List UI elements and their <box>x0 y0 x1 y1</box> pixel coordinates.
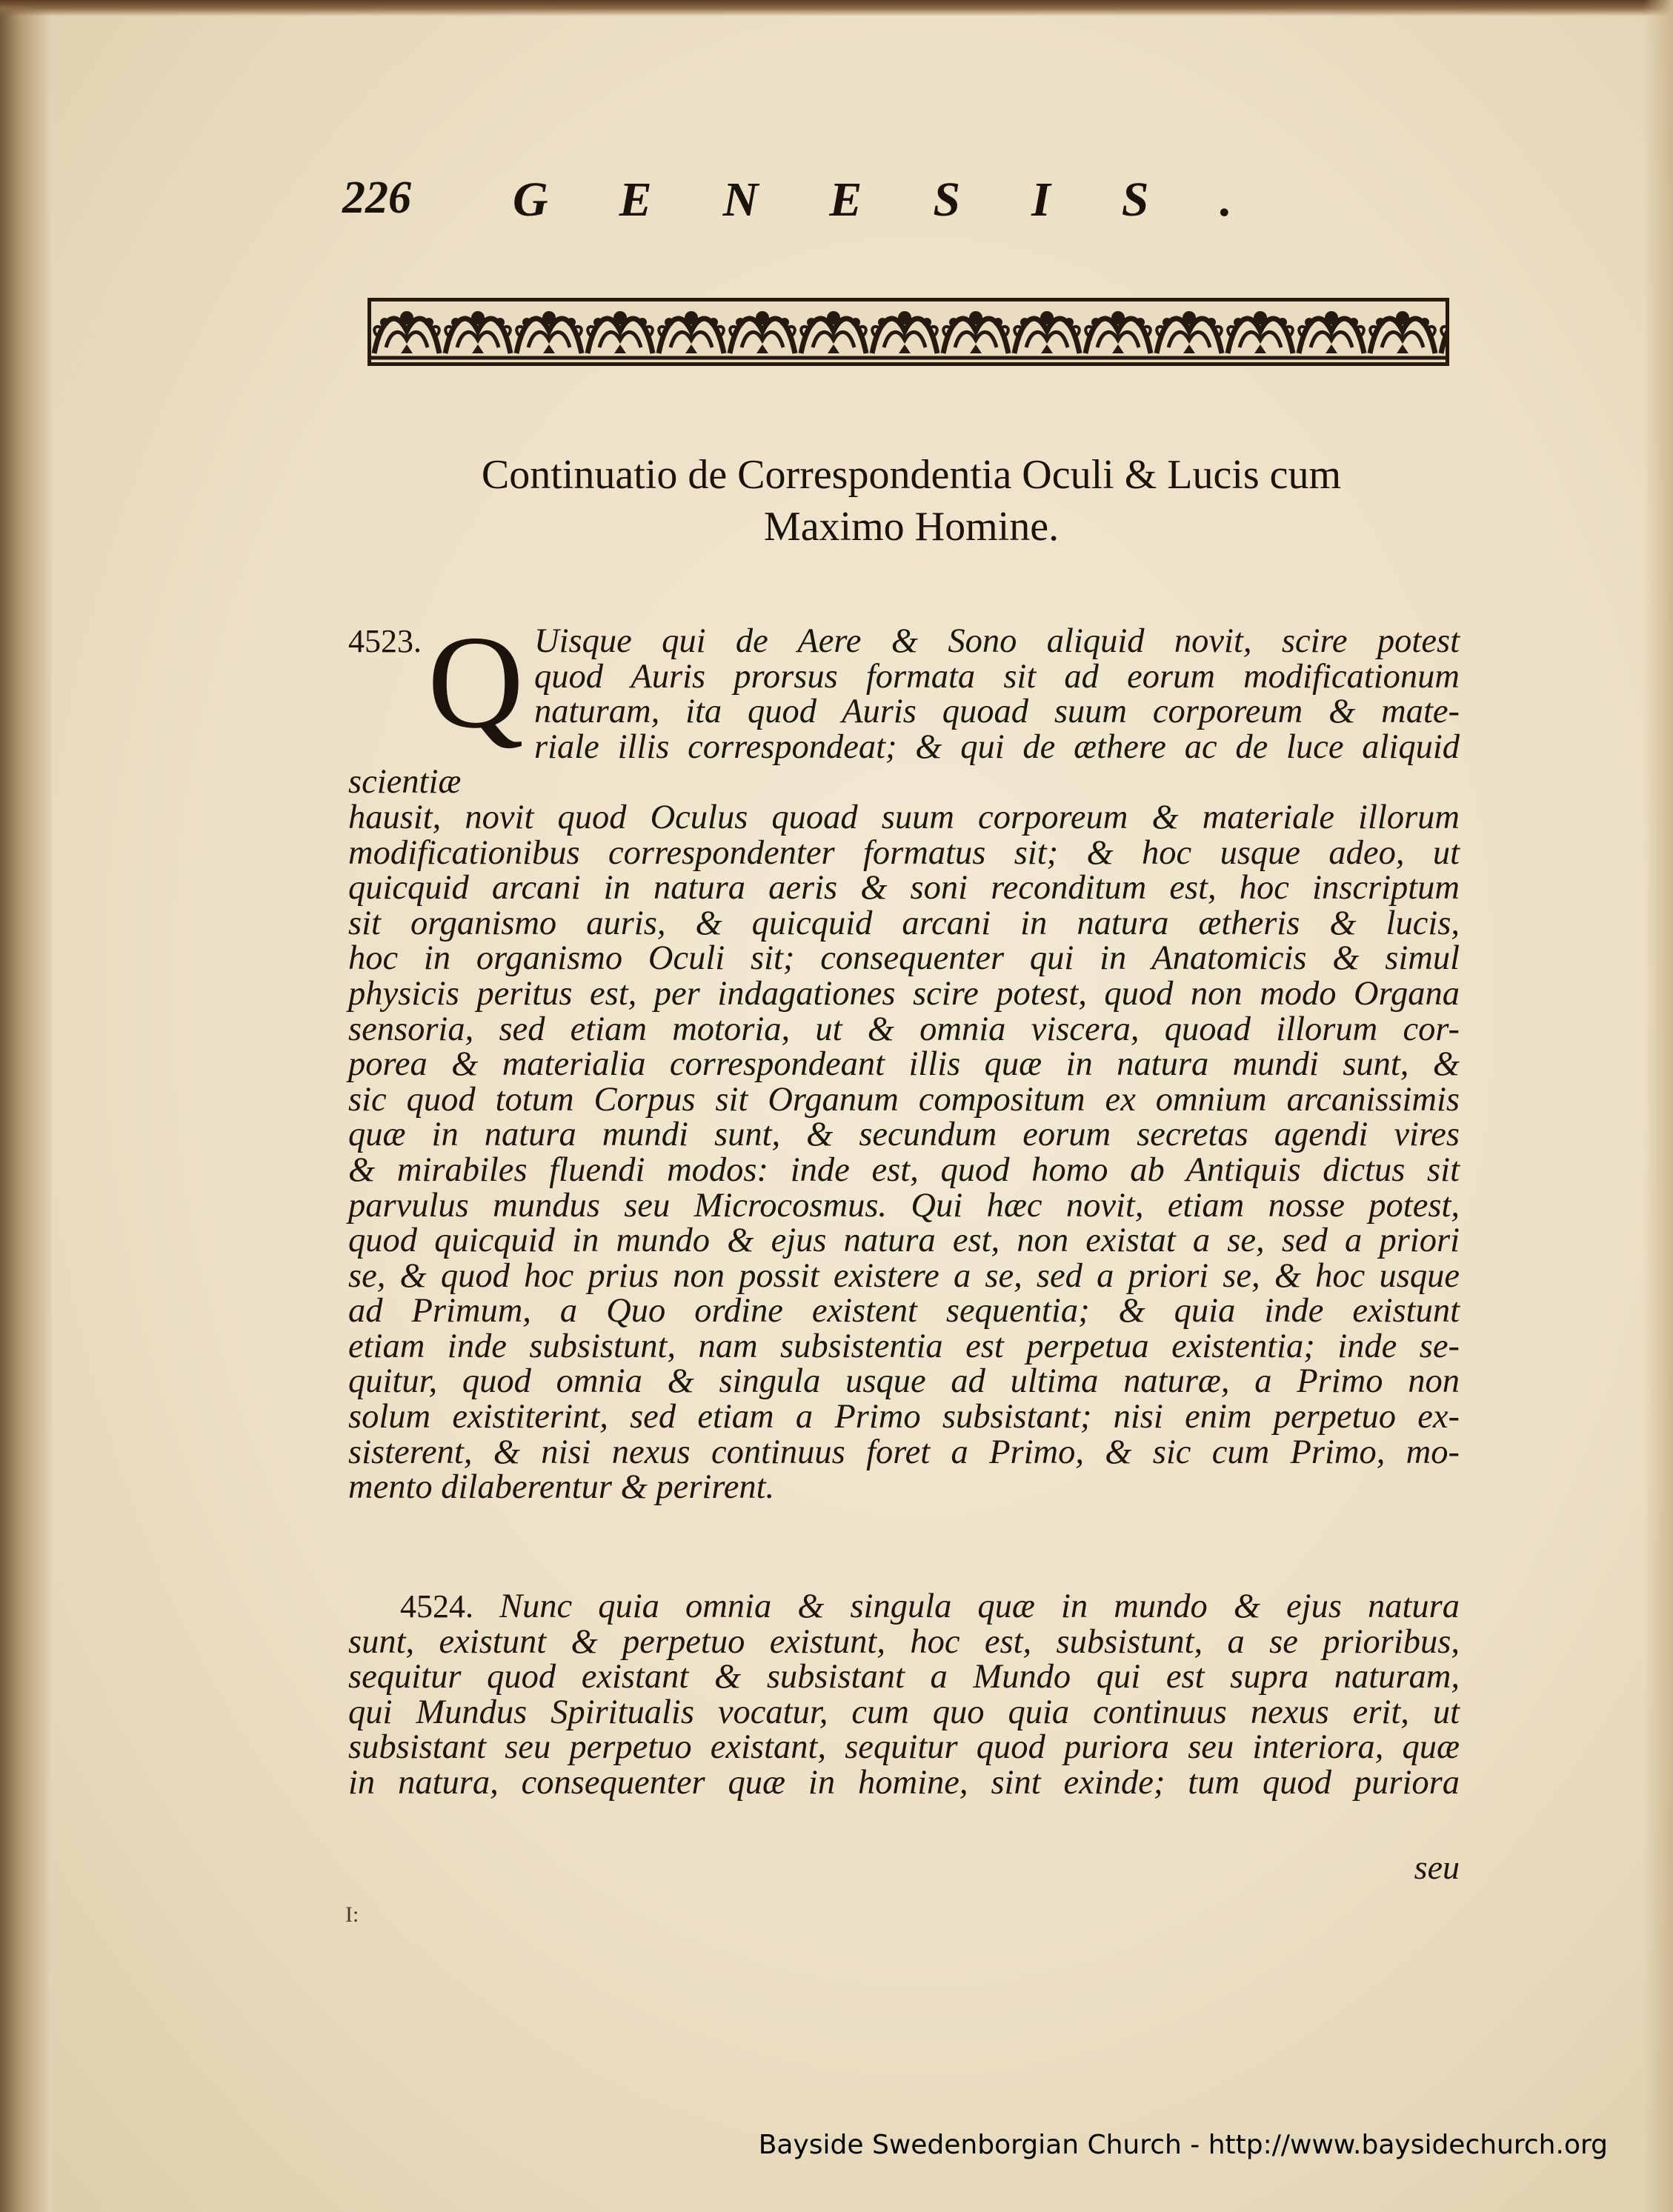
text-line: Uisque qui de Aere & Sono aliquid novit, scire potest <box>534 622 1460 660</box>
text-line: hoc in organismo Oculi sit; consequenter qui in Anatomicis & simul <box>348 939 1460 978</box>
section-title-line-1: Continuatio de Correspondentia Oculi & Lucis cum <box>481 452 1342 498</box>
text-line: sisterent, & nisi nexus continuus foret a Primo, & sic cum Primo, mo- <box>348 1433 1460 1471</box>
text-line: riale illis correspondeat; & qui de æthere ac de luce aliquid scientiæ <box>348 727 1460 802</box>
text-line: quæ in natura mundi sunt, & secundum eorum secretas agendi vires <box>348 1116 1460 1154</box>
paragraph-number-4523-wrap <box>348 624 422 659</box>
text-line: quod Auris prorsus formata sit ad eorum modificationum <box>534 657 1460 696</box>
text-line: physicis peritus est, per indagationes scire potest, quod non modo Organa <box>348 974 1460 1013</box>
paragraph-number: 4524. <box>400 1588 473 1625</box>
paragraph-4523 <box>348 608 1460 1507</box>
text-line: quod quicquid in mundo & ejus natura est, non existat a se, sed a priori <box>348 1222 1460 1260</box>
catchword: seu <box>1414 1848 1460 1886</box>
text-line: hausit, novit quod Oculus quoad suum corporeum & materiale illorum <box>348 798 1460 836</box>
text-line: naturam, ita quod Auris quoad suum corporeum & mate- <box>534 693 1460 731</box>
page-top-edge <box>0 0 1673 16</box>
text-line: sunt, existunt & perpetuo existunt, hoc est, subsistunt, a se prioribus, <box>348 1622 1460 1661</box>
text-line: in natura, consequenter quæ in homine, sint exinde; tum quod puriora <box>348 1763 1460 1802</box>
text-line: ad Primum, a Quo ordine existent sequentia; & quia inde existunt <box>348 1292 1460 1330</box>
text-line: subsistant seu perpetuo existant, sequitur quod puriora seu interiora, quæ <box>348 1728 1460 1767</box>
page-number: 226 <box>342 173 411 223</box>
stray-print-mark: I: <box>345 1902 359 1927</box>
text-line: quitur, quod omnia & singula usque ad ultima naturæ, a Primo non <box>348 1362 1460 1401</box>
text-line: & mirabiles fluendi modos: inde est, quod homo ab Antiquis dictus sit <box>348 1150 1460 1189</box>
text-line: sequitur quod existant & subsistant a Mundo qui est supra naturam, <box>348 1658 1460 1696</box>
drop-cap-letter: Q <box>428 608 524 756</box>
section-title-line-2: Maximo Homine. <box>763 504 1060 550</box>
text-line: quicquid arcani in natura aeris & soni reconditum est, hoc inscriptum <box>348 869 1460 907</box>
paragraph-number: 4523. <box>348 623 422 659</box>
page-right-edge <box>1643 0 1673 2212</box>
text-line: qui Mundus Spiritualis vocatur, cum quo quia continuus nexus erit, ut <box>348 1693 1460 1731</box>
text-line: sic quod totum Corpus sit Organum compositum ex omnium arcanissimis <box>348 1080 1460 1119</box>
text-line: Nunc quia omnia & singula quæ in mundo & ejus natura <box>499 1588 1460 1625</box>
text-line: sit organismo auris, & quicquid arcani in natura ætheris & lucis, <box>348 904 1460 942</box>
text-line: etiam inde subsistunt, nam subsistentia est perpetua existentia; inde se- <box>348 1327 1460 1365</box>
text-line: se, & quod hoc prius non possit existere a se, sed a priori se, & hoc usque <box>348 1256 1460 1295</box>
text-line: solum existiterint, sed etiam a Primo subsistant; nisi enim perpetuo ex- <box>348 1398 1460 1436</box>
page-gutter-shadow <box>0 0 52 2212</box>
page-header <box>342 172 1454 239</box>
decorative-headpiece-ornament <box>367 298 1449 366</box>
site-watermark: Bayside Swedenborgian Church - http://www.baysidechurch.org <box>758 2130 1608 2160</box>
section-title <box>326 449 1497 553</box>
text-line: modificationibus correspondenter formatus sit; & hoc usque adeo, ut <box>348 833 1460 872</box>
text-line: sensoria, sed etiam motoria, ut & omnia viscera, quoad illorum cor- <box>348 1010 1460 1048</box>
ornament-pattern-icon <box>371 302 1446 362</box>
text-line: porea & materialia correspondeant illis quæ in natura mundi sunt, & <box>348 1045 1460 1084</box>
paragraph-4524 <box>348 1589 1460 1801</box>
text-line-last: mento dilaberentur & perirent. <box>348 1468 775 1507</box>
text-line: parvulus mundus seu Microcosmus. Qui hæc novit, etiam nosse potest, <box>348 1186 1460 1225</box>
text-line-first <box>348 1589 1460 1625</box>
running-head: GENESIS. <box>513 173 1303 227</box>
